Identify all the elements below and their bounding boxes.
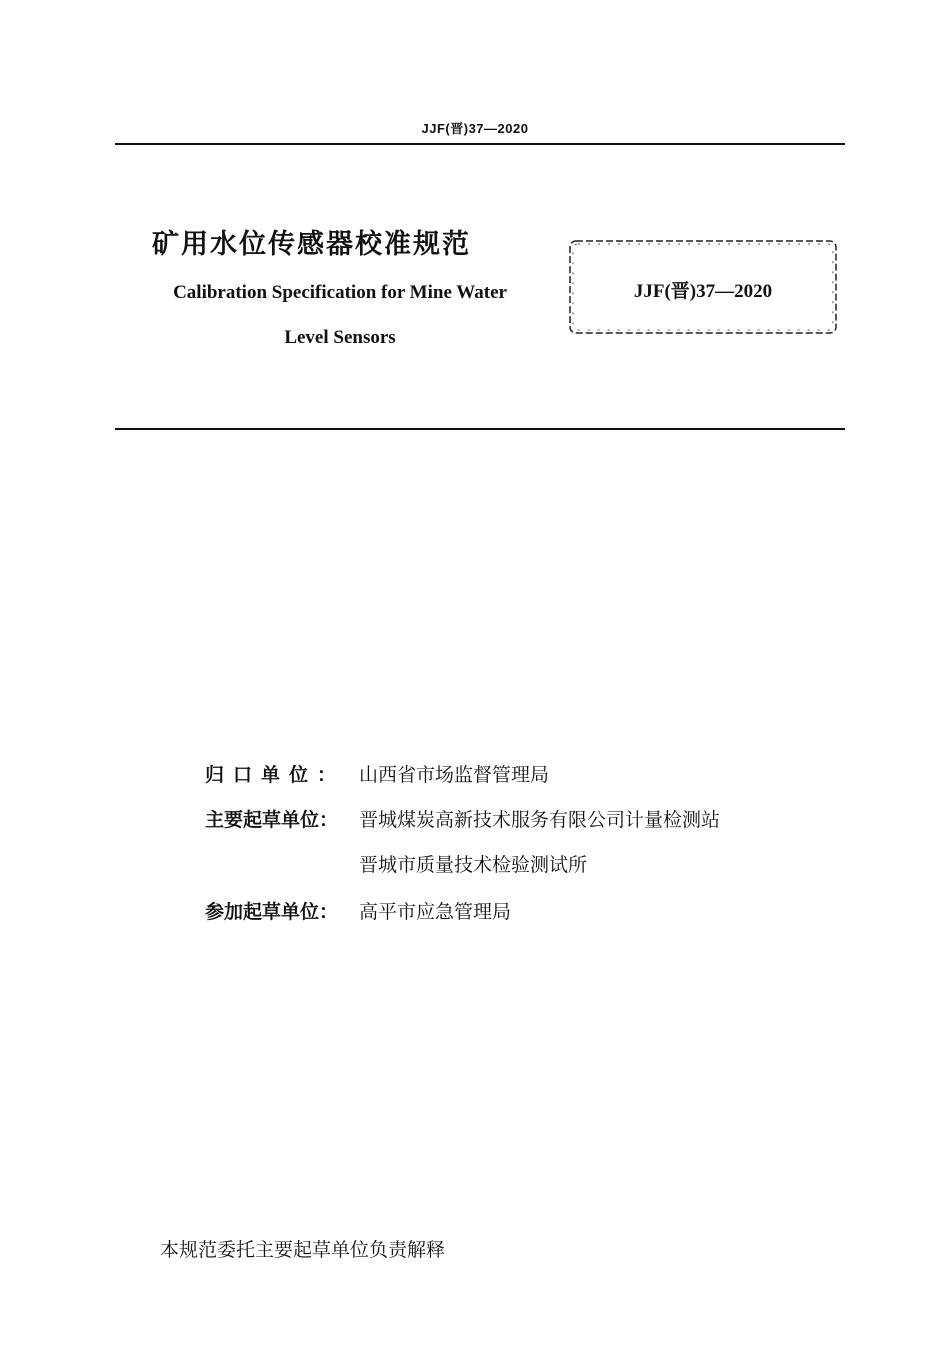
info-label: 归口单位：: [205, 764, 346, 786]
title-chinese: 矿用水位传感器校准规范: [152, 229, 471, 260]
info-row-main-drafting-unit-2: [205, 850, 587, 877]
info-row-participating-unit: [205, 897, 511, 924]
title-english-line2: Level Sensors: [284, 327, 396, 348]
info-row-responsible-unit: [205, 760, 549, 787]
footer-interpretation-note: 本规范委托主要起草单位负责解释: [160, 1239, 446, 1261]
title-english-line1: Calibration Specification for Mine Water: [173, 282, 507, 303]
title-divider: [115, 428, 845, 430]
header-standard-code: JJF(晋)37—2020: [421, 121, 529, 136]
standard-code-box: [567, 238, 839, 336]
header-divider: [115, 143, 845, 145]
info-value: 山西省市场监督管理局: [359, 764, 550, 786]
info-row-main-drafting-unit: [205, 805, 720, 832]
info-value: 晋城市质量技术检验测试所: [359, 854, 588, 876]
info-label: 主要起草单位：: [205, 809, 339, 831]
info-value: 晋城煤炭高新技术服务有限公司计量检测站: [359, 809, 721, 831]
info-label: 参加起草单位：: [205, 901, 339, 923]
standard-code-label: JJF(晋)37—2020: [633, 281, 773, 302]
info-value: 高平市应急管理局: [359, 901, 512, 923]
